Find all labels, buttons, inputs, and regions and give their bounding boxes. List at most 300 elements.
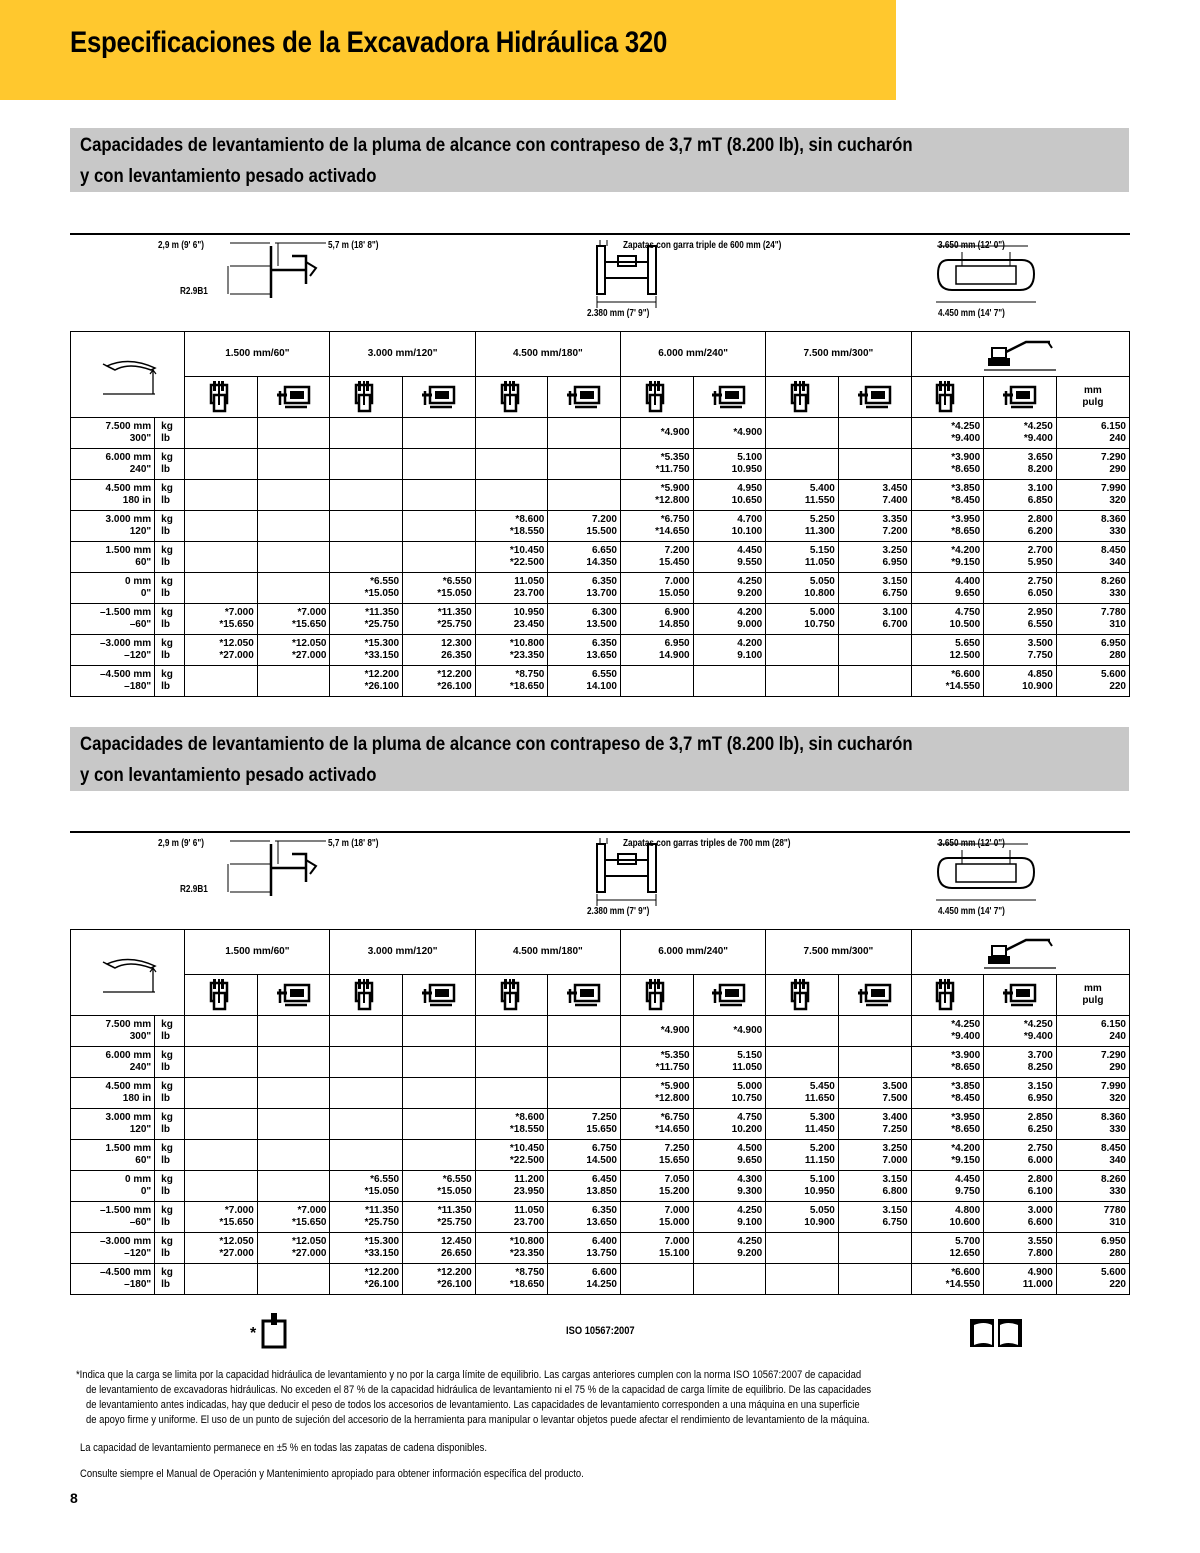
capacity-cell [475, 1233, 548, 1264]
table-row [71, 418, 1130, 449]
max-reach-header [911, 930, 1129, 975]
capacity-lb: 280 [1109, 650, 1126, 661]
track-length-tumbler: 3.650 mm (12' 0") [938, 240, 1005, 251]
capacity-lb: 15.200 [659, 1186, 690, 1197]
capacity-kg: 3.650 [1027, 452, 1053, 463]
capacity-lb: 12.650 [949, 1248, 981, 1259]
capacity-cell [185, 480, 258, 511]
capacity-lb: *15.050 [437, 1186, 472, 1197]
capacity-lb: *25.750 [437, 1217, 472, 1228]
capacity-kg: 3.400 [882, 1112, 908, 1123]
capacity-cell [838, 1202, 911, 1233]
radius-header: 4.500 mm/180" [475, 332, 620, 377]
capacity-cell [403, 418, 476, 449]
capacity-cell [548, 573, 621, 604]
over-side-icon [567, 383, 601, 411]
capacity-lb: 23.700 [513, 1217, 545, 1228]
capacity-cell [548, 511, 621, 542]
lift-height-cell [71, 1140, 155, 1171]
over-side-icon [422, 383, 456, 411]
capacity-lb: *14.550 [945, 681, 981, 692]
capacity-lb: 9.000 [737, 619, 763, 630]
capacity-kg: *5.350 [660, 1050, 690, 1061]
capacity-kg: *8.750 [515, 669, 545, 680]
capacity-cell [620, 1140, 693, 1171]
lift-height-cell [71, 1016, 155, 1047]
capacity-cell [403, 1078, 476, 1109]
capacity-kg: 5.600 [1100, 1267, 1126, 1278]
capacity-cell [766, 542, 839, 573]
capacity-cell [548, 542, 621, 573]
capacity-cell [911, 1140, 984, 1171]
capacity-kg: 7.780 [1100, 607, 1126, 618]
capacity-kg: *5.900 [660, 1081, 690, 1092]
capacity-cell [548, 449, 621, 480]
capacity-lb: *8.450 [951, 495, 981, 506]
capacity-cell [257, 1202, 330, 1233]
capacity-cell [766, 1264, 839, 1295]
height-imperial: –60" [129, 1217, 152, 1228]
unit-lb: lb [161, 681, 171, 692]
height-imperial: 180 in [122, 1093, 152, 1104]
capacity-kg: 6.550 [591, 669, 617, 680]
capacity-lb: *9.400 [1023, 1031, 1053, 1042]
capacity-kg: *10.450 [509, 545, 545, 556]
unit-kg: kg [161, 1019, 173, 1030]
capacity-cell [766, 604, 839, 635]
capacity-cell [838, 449, 911, 480]
height-imperial: 240" [129, 464, 152, 475]
unit-kg: kg [161, 576, 173, 587]
capacity-kg: 4.900 [1027, 1267, 1053, 1278]
capacity-cell [185, 449, 258, 480]
capacity-cell [330, 666, 403, 697]
capacity-cell [620, 1202, 693, 1233]
capacity-cell [693, 573, 766, 604]
capacity-kg: 10.950 [513, 607, 545, 618]
over-side-header [693, 975, 766, 1016]
capacity-cell [838, 604, 911, 635]
capacity-cell [548, 480, 621, 511]
capacity-cell [984, 1202, 1057, 1233]
lift-capacity-table-2 [70, 929, 1130, 1295]
capacity-lb: *12.800 [655, 495, 690, 506]
capacity-cell [620, 1171, 693, 1202]
capacity-cell [984, 604, 1057, 635]
capacity-lb: *26.100 [437, 1279, 472, 1290]
section-title-line2: y con levantamiento pesado activado [80, 765, 377, 786]
capacity-cell [693, 1233, 766, 1264]
max-reach-units [1056, 975, 1129, 1016]
over-front-icon [932, 979, 962, 1011]
height-metric: –3.000 mm [99, 1236, 152, 1247]
capacity-kg: 3.100 [1027, 483, 1053, 494]
capacity-kg: 3.250 [882, 545, 908, 556]
footnote-manual: Consulte siempre el Manual de Operación y Mantenimiento apropiado para obtener información específica del producto. [80, 1468, 584, 1480]
radius-header: 3.000 mm/120" [330, 930, 475, 975]
capacity-lb: 9.550 [737, 557, 763, 568]
capacity-cell [185, 418, 258, 449]
capacity-cell [475, 1264, 548, 1295]
capacity-kg: 6.350 [591, 576, 617, 587]
lift-height-cell [71, 1171, 155, 1202]
over-front-header [185, 975, 258, 1016]
machine-diagram-1 [70, 236, 1130, 331]
capacity-cell [330, 1171, 403, 1202]
capacity-cell [403, 449, 476, 480]
capacity-lb: 15.100 [659, 1248, 690, 1259]
unit-kg: kg [161, 452, 173, 463]
unit-kg: kg [161, 1205, 173, 1216]
capacity-cell [911, 1202, 984, 1233]
capacity-cell [838, 418, 911, 449]
height-metric: 1.500 mm [105, 545, 152, 556]
capacity-lb: 280 [1109, 1248, 1126, 1259]
unit-kg: kg [161, 514, 173, 525]
capacity-cell [403, 1140, 476, 1171]
capacity-kg: *6.750 [660, 1112, 690, 1123]
capacity-kg: *7.000 [224, 1205, 254, 1216]
unit-kg: kg [161, 1267, 173, 1278]
height-metric: 6.000 mm [105, 452, 152, 463]
capacity-lb: 7.200 [882, 526, 908, 537]
capacity-kg: 7.200 [591, 514, 617, 525]
table-row [71, 1047, 1130, 1078]
capacity-cell [475, 1078, 548, 1109]
over-front-icon [351, 381, 381, 413]
capacity-lb: *9.400 [951, 433, 981, 444]
capacity-lb: 10.500 [949, 619, 981, 630]
capacity-lb: 15.450 [659, 557, 690, 568]
capacity-cell [1056, 542, 1129, 573]
capacity-cell [911, 635, 984, 666]
footnote-line: de levantamiento de excavadoras hidráulicas. No exceden el 87 % de la capacidad hidráulica de levantamiento ni el 75 % de la capacidad de carga límite de equilibrio. De las capacidades [86, 1384, 872, 1396]
unit-lb: lb [161, 464, 171, 475]
capacity-kg: 6.350 [591, 1205, 617, 1216]
capacity-kg: *12.200 [437, 1267, 472, 1278]
capacity-kg: 6.950 [664, 638, 690, 649]
over-side-header [548, 975, 621, 1016]
capacity-lb: *12.800 [655, 1093, 690, 1104]
capacity-kg: *11.350 [365, 607, 400, 618]
capacity-lb: *9.400 [951, 1031, 981, 1042]
radius-header: 1.500 mm/60" [185, 332, 330, 377]
capacity-cell [185, 1078, 258, 1109]
capacity-cell [911, 511, 984, 542]
capacity-lb: 23.950 [513, 1186, 545, 1197]
capacity-cell [838, 635, 911, 666]
over-front-icon [497, 381, 527, 413]
unit-lb: lb [161, 526, 171, 537]
capacity-lb: 320 [1109, 1093, 1126, 1104]
over-front-icon [206, 979, 236, 1011]
capacity-kg: *6.600 [951, 669, 981, 680]
capacity-lb: 240 [1109, 1031, 1126, 1042]
capacity-cell [1056, 480, 1129, 511]
capacity-kg: *8.600 [515, 514, 545, 525]
capacity-kg: 6.650 [591, 545, 617, 556]
over-front-icon [642, 381, 672, 413]
capacity-lb: 13.650 [586, 1217, 617, 1228]
capacity-cell [984, 1109, 1057, 1140]
capacity-cell [548, 1171, 621, 1202]
capacity-kg: *11.350 [365, 1205, 400, 1216]
capacity-cell [185, 511, 258, 542]
capacity-kg: 4.750 [737, 1112, 763, 1123]
capacity-cell [911, 1233, 984, 1264]
capacity-lb: 330 [1109, 1186, 1126, 1197]
capacity-lb: 330 [1109, 1124, 1126, 1135]
capacity-kg: 7.000 [664, 1205, 690, 1216]
unit-kg: kg [161, 1050, 173, 1061]
capacity-cell [403, 1109, 476, 1140]
capacity-lb: 23.450 [513, 619, 545, 630]
unit-kg: kg [161, 638, 173, 649]
capacity-lb: *26.100 [437, 681, 472, 692]
capacity-cell [838, 1264, 911, 1295]
capacity-kg: *5.350 [660, 452, 690, 463]
over-front-icon [642, 979, 672, 1011]
height-metric: 7.500 mm [105, 421, 152, 432]
capacity-cell [1056, 1140, 1129, 1171]
capacity-cell [403, 573, 476, 604]
capacity-cell [330, 418, 403, 449]
section-header-1 [70, 128, 1129, 192]
table-row [71, 1078, 1130, 1109]
capacity-kg: *4.250 [951, 421, 981, 432]
capacity-cell [548, 1233, 621, 1264]
capacity-cell [984, 511, 1057, 542]
track-length-overall: 4.450 mm (14' 7") [938, 906, 1005, 917]
capacity-lb: 15.650 [659, 1155, 690, 1166]
capacity-kg: 6.600 [591, 1267, 617, 1278]
table-row [71, 542, 1130, 573]
capacity-lb: *27.000 [291, 650, 327, 661]
capacity-cell [838, 1140, 911, 1171]
capacity-lb: 340 [1109, 557, 1126, 568]
capacity-kg: 7.250 [664, 1143, 690, 1154]
capacity-lb: 7.000 [882, 1155, 908, 1166]
capacity-kg: *6.550 [442, 576, 472, 587]
capacity-lb: *25.750 [364, 1217, 400, 1228]
unit-pulg: pulg [1082, 397, 1104, 408]
capacity-cell [838, 1078, 911, 1109]
capacity-kg: 5.700 [955, 1236, 981, 1247]
capacity-kg: 5.050 [809, 1205, 835, 1216]
over-side-header [838, 377, 911, 418]
over-side-header [838, 975, 911, 1016]
capacity-kg: *4.900 [733, 427, 763, 438]
capacity-lb: 15.650 [586, 1124, 617, 1135]
capacity-cell [475, 604, 548, 635]
capacity-cell [911, 666, 984, 697]
lift-height-cell [71, 604, 155, 635]
capacity-cell [330, 573, 403, 604]
capacity-cell [403, 604, 476, 635]
height-metric: 3.000 mm [105, 514, 152, 525]
capacity-cell [475, 542, 548, 573]
capacity-cell [693, 1202, 766, 1233]
capacity-cell [330, 449, 403, 480]
track-gauge: 2.380 mm (7' 9") [587, 308, 650, 319]
asterisk-mark: * [250, 1325, 257, 1342]
capacity-lb: *15.650 [219, 1217, 254, 1228]
unit-kg: kg [161, 607, 173, 618]
capacity-lb: *8.450 [951, 1093, 981, 1104]
capacity-cell [475, 511, 548, 542]
over-side-icon [858, 981, 892, 1009]
capacity-cell [257, 1171, 330, 1202]
capacity-kg: 3.150 [882, 1174, 908, 1185]
capacity-cell [911, 1264, 984, 1295]
capacity-kg: *4.900 [660, 427, 690, 438]
capacity-cell [330, 1109, 403, 1140]
capacity-lb: *22.500 [509, 1155, 545, 1166]
over-front-icon [206, 381, 236, 413]
unit-kg: kg [161, 1236, 173, 1247]
capacity-lb: 14.350 [586, 557, 617, 568]
capacity-kg: 5.000 [809, 607, 835, 618]
capacity-cell [693, 542, 766, 573]
capacity-cell [185, 1233, 258, 1264]
capacity-kg: 4.750 [955, 607, 981, 618]
capacity-cell [766, 418, 839, 449]
unit-kg: kg [161, 1174, 173, 1185]
capacity-kg: 11.050 [514, 1205, 545, 1216]
capacity-lb: *23.350 [509, 1248, 545, 1259]
capacity-lb: 6.800 [882, 1186, 908, 1197]
capacity-cell [984, 1140, 1057, 1171]
page-title: Especificaciones de la Excavadora Hidráulica 320 [70, 26, 668, 59]
section-rule-1 [70, 233, 1130, 235]
capacity-cell [403, 480, 476, 511]
over-side-header [257, 377, 330, 418]
capacity-kg: 4.700 [737, 514, 763, 525]
capacity-cell [403, 1264, 476, 1295]
capacity-lb: *9.150 [951, 1155, 981, 1166]
capacity-cell [766, 1047, 839, 1078]
table-row [71, 1264, 1130, 1295]
over-side-header [403, 377, 476, 418]
over-side-icon [567, 981, 601, 1009]
capacity-kg: 5.150 [737, 1050, 763, 1061]
lift-height-cell [71, 542, 155, 573]
over-side-icon [858, 383, 892, 411]
track-gauge: 2.380 mm (7' 9") [587, 906, 650, 917]
unit-kg: kg [161, 669, 173, 680]
lift-height-cell [71, 1233, 155, 1264]
capacity-cell [838, 666, 911, 697]
capacity-cell [403, 1202, 476, 1233]
table-row [71, 1016, 1130, 1047]
table-row [71, 1171, 1130, 1202]
capacity-kg: 8.450 [1100, 1143, 1126, 1154]
capacity-kg: 5.250 [809, 514, 835, 525]
capacity-lb: 15.050 [659, 588, 690, 599]
capacity-cell [475, 573, 548, 604]
track-length-tumbler: 3.650 mm (12' 0") [938, 838, 1005, 849]
capacity-lb: *27.000 [219, 650, 254, 661]
capacity-kg: 5.400 [809, 483, 835, 494]
capacity-cell [475, 1171, 548, 1202]
capacity-kg: 2.850 [1027, 1112, 1053, 1123]
capacity-cell [548, 1078, 621, 1109]
capacity-cell [403, 1047, 476, 1078]
unit-pulg: pulg [1082, 995, 1104, 1006]
unit-lb: lb [161, 1031, 171, 1042]
capacity-kg: 5.450 [809, 1081, 835, 1092]
max-reach-header [911, 332, 1129, 377]
capacity-kg: 8.260 [1100, 1174, 1126, 1185]
capacity-lb: 13.650 [586, 650, 617, 661]
capacity-cell [620, 511, 693, 542]
capacity-kg: 3.150 [882, 576, 908, 587]
over-side-icon [422, 981, 456, 1009]
track-length-overall: 4.450 mm (14' 7") [938, 308, 1005, 319]
capacity-kg: 4.450 [955, 1174, 981, 1185]
unit-cell [155, 573, 185, 604]
capacity-kg: *6.550 [370, 576, 400, 587]
capacity-cell [548, 1264, 621, 1295]
capacity-kg: 3.500 [882, 1081, 908, 1092]
capacity-lb: *8.650 [951, 464, 981, 475]
title-banner [0, 0, 896, 100]
capacity-lb: 12.500 [949, 650, 981, 661]
capacity-cell [838, 1047, 911, 1078]
over-front-icon [932, 381, 962, 413]
over-side-icon [277, 383, 311, 411]
hydraulic-cylinder-icon [260, 1313, 290, 1349]
over-side-icon [712, 383, 746, 411]
height-imperial: –120" [124, 1248, 152, 1259]
section-rule-2 [70, 831, 1130, 833]
capacity-cell [1056, 666, 1129, 697]
capacity-lb: 6.700 [882, 619, 908, 630]
capacity-cell [330, 1047, 403, 1078]
capacity-cell [185, 604, 258, 635]
capacity-kg: 8.360 [1100, 1112, 1126, 1123]
capacity-cell [257, 573, 330, 604]
over-front-header [330, 377, 403, 418]
unit-lb: lb [161, 1186, 171, 1197]
capacity-cell [257, 480, 330, 511]
unit-lb: lb [161, 433, 171, 444]
capacity-lb: 330 [1109, 526, 1126, 537]
capacity-lb: 23.700 [513, 588, 545, 599]
capacity-cell [330, 1264, 403, 1295]
capacity-kg: 7.200 [664, 545, 690, 556]
over-side-header [403, 975, 476, 1016]
capacity-lb: 6.250 [1027, 1124, 1053, 1135]
lift-height-cell [71, 511, 155, 542]
capacity-cell [984, 1233, 1057, 1264]
capacity-lb: 14.250 [586, 1279, 617, 1290]
capacity-kg: 3.550 [1027, 1236, 1053, 1247]
capacity-cell [620, 480, 693, 511]
capacity-kg: 6.750 [591, 1143, 617, 1154]
capacity-lb: *18.650 [509, 1279, 545, 1290]
configuration-code: R2.9B1 [180, 286, 208, 297]
capacity-cell [475, 1202, 548, 1233]
capacity-cell [257, 449, 330, 480]
height-metric: 7.500 mm [105, 1019, 152, 1030]
capacity-cell [403, 542, 476, 573]
table-row [71, 1202, 1130, 1233]
over-front-header [911, 975, 984, 1016]
capacity-cell [548, 1047, 621, 1078]
lift-height-cell [71, 1264, 155, 1295]
height-imperial: 300" [129, 1031, 152, 1042]
